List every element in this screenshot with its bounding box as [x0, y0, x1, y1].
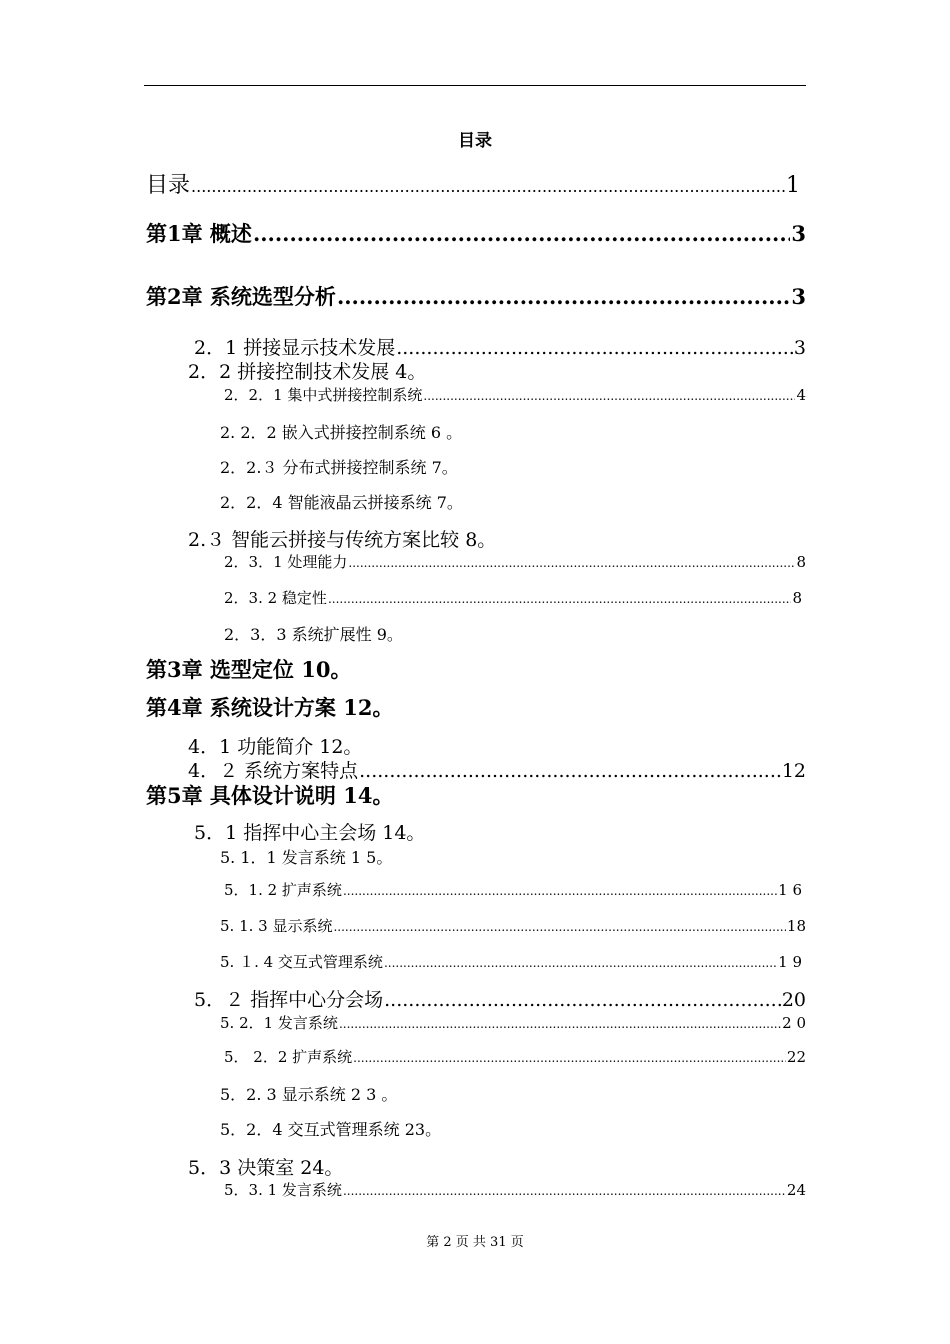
toc-leader-dots [384, 956, 777, 970]
toc-entry-page: 3 [791, 284, 806, 309]
toc-entry-text: 5． 2．2 扩声系统 [224, 1048, 353, 1066]
toc-entry-text: 2．3. 2 稳定性 [224, 589, 327, 607]
toc-leader-dots [423, 389, 795, 403]
toc-entry[interactable] [224, 384, 806, 405]
page-title: 目录 [458, 131, 492, 151]
toc-leader-dots [348, 556, 795, 570]
page-footer: 第 2 页 共 31 页 [426, 1235, 524, 1250]
toc-entry-page: 3 [793, 337, 806, 359]
toc-entry[interactable]: 4．1 功能简介 12。 [188, 736, 363, 758]
toc-entry-page: 1 [786, 173, 800, 198]
toc-entry-text: 5. １. 4 交互式管理系统 [220, 953, 383, 971]
toc-entry[interactable] [146, 281, 806, 311]
toc-leader-dots [343, 884, 777, 898]
toc-leader-dots [396, 337, 793, 359]
toc-leader-dots [337, 284, 790, 309]
toc-entry[interactable]: 2．2．4 智能液晶云拼接系统 7。 [220, 493, 463, 512]
toc-entry-text: 第1章 概述 [146, 221, 252, 246]
toc-entry-page: 3 [791, 221, 806, 246]
toc-entry-text: 5．1. 2 扩声系统 [224, 881, 342, 899]
toc-entry-text: 2．2．1 集中式拼接控制系统 [224, 386, 423, 404]
toc-entry-page: 4 [796, 386, 806, 404]
toc-entry[interactable]: 第4章 系统设计方案 12。 [146, 695, 394, 720]
toc-entry[interactable] [224, 1179, 806, 1200]
toc-leader-dots [253, 221, 790, 246]
toc-entry[interactable] [194, 333, 806, 360]
toc-entry[interactable]: 第5章 具体设计说明 14。 [146, 783, 394, 808]
toc-entry-page: 2 0 [782, 1014, 806, 1032]
toc-entry-text: 2．1 拼接显示技术发展 [194, 337, 396, 359]
toc-entry-text: 2．3．1 处理能力 [224, 553, 348, 571]
toc-entry[interactable]: 5．2．4 交互式管理系统 23。 [220, 1120, 442, 1139]
toc-entry-page: 22 [786, 1048, 806, 1066]
toc-entry-page: 1 9 [778, 953, 802, 971]
toc-leader-dots [384, 989, 781, 1011]
toc-entry[interactable] [224, 1046, 806, 1067]
toc-entry-page: 12 [781, 760, 806, 782]
toc-entry[interactable]: 5. 1．1 发言系统 1 5。 [220, 848, 393, 867]
toc-entry[interactable] [194, 985, 806, 1012]
toc-entry[interactable]: 第3章 选型定位 10。 [146, 657, 352, 682]
toc-entry[interactable] [220, 951, 802, 972]
toc-entry-page: 20 [781, 989, 806, 1011]
toc-leader-dots [191, 177, 785, 196]
toc-entry-text: 5. 1. 3 显示系统 [220, 917, 333, 935]
toc-entry[interactable]: 2．2 拼接控制技术发展 4。 [188, 361, 427, 383]
toc-entry[interactable] [220, 1012, 806, 1033]
toc-entry[interactable] [224, 879, 802, 900]
toc-entry[interactable] [220, 915, 806, 936]
toc-entry[interactable]: 5．2. 3 显示系统 2 3 。 [220, 1085, 398, 1104]
toc-entry-page: 1 6 [778, 881, 802, 899]
toc-entry-text: 5. 2．1 发言系统 [220, 1014, 338, 1032]
toc-entry[interactable]: 2．3．3 系统扩展性 9。 [224, 625, 403, 644]
toc-entry[interactable]: 2．2.３ 分布式拼接控制系统 7。 [220, 458, 458, 477]
toc-entry-text: 目录 [146, 173, 191, 198]
toc-entry[interactable] [146, 218, 806, 248]
toc-entry-text: 5．２ 指挥中心分会场 [194, 989, 384, 1011]
toc-entry-page: 24 [786, 1181, 806, 1199]
toc-entry-page: 18 [786, 917, 806, 935]
toc-leader-dots [333, 920, 785, 934]
toc-entry[interactable] [146, 168, 800, 199]
toc-entry[interactable] [224, 551, 806, 572]
toc-entry[interactable]: 2. 2．2 嵌入式拼接控制系统 6 。 [220, 423, 463, 442]
toc-leader-dots [353, 1051, 786, 1065]
toc-leader-dots [343, 1184, 786, 1198]
toc-entry-text: 第2章 系统选型分析 [146, 284, 336, 309]
toc-entry[interactable]: 2.３ 智能云拼接与传统方案比较 8。 [188, 529, 497, 551]
toc-entry-text: 4．２ 系统方案特点 [188, 760, 359, 782]
toc-entry[interactable]: 5．3 决策室 24。 [188, 1157, 344, 1179]
toc-entry[interactable]: 5．1 指挥中心主会场 14。 [194, 822, 426, 844]
toc-leader-dots [359, 760, 781, 782]
toc-entry[interactable] [188, 756, 806, 783]
toc-leader-dots [328, 592, 792, 606]
toc-entry-text: 5．3. 1 发言系统 [224, 1181, 342, 1199]
toc-entry[interactable] [224, 587, 802, 608]
toc-leader-dots [339, 1017, 781, 1031]
toc-entry-page: 8 [792, 589, 802, 607]
toc-entry-page: 8 [796, 553, 806, 571]
